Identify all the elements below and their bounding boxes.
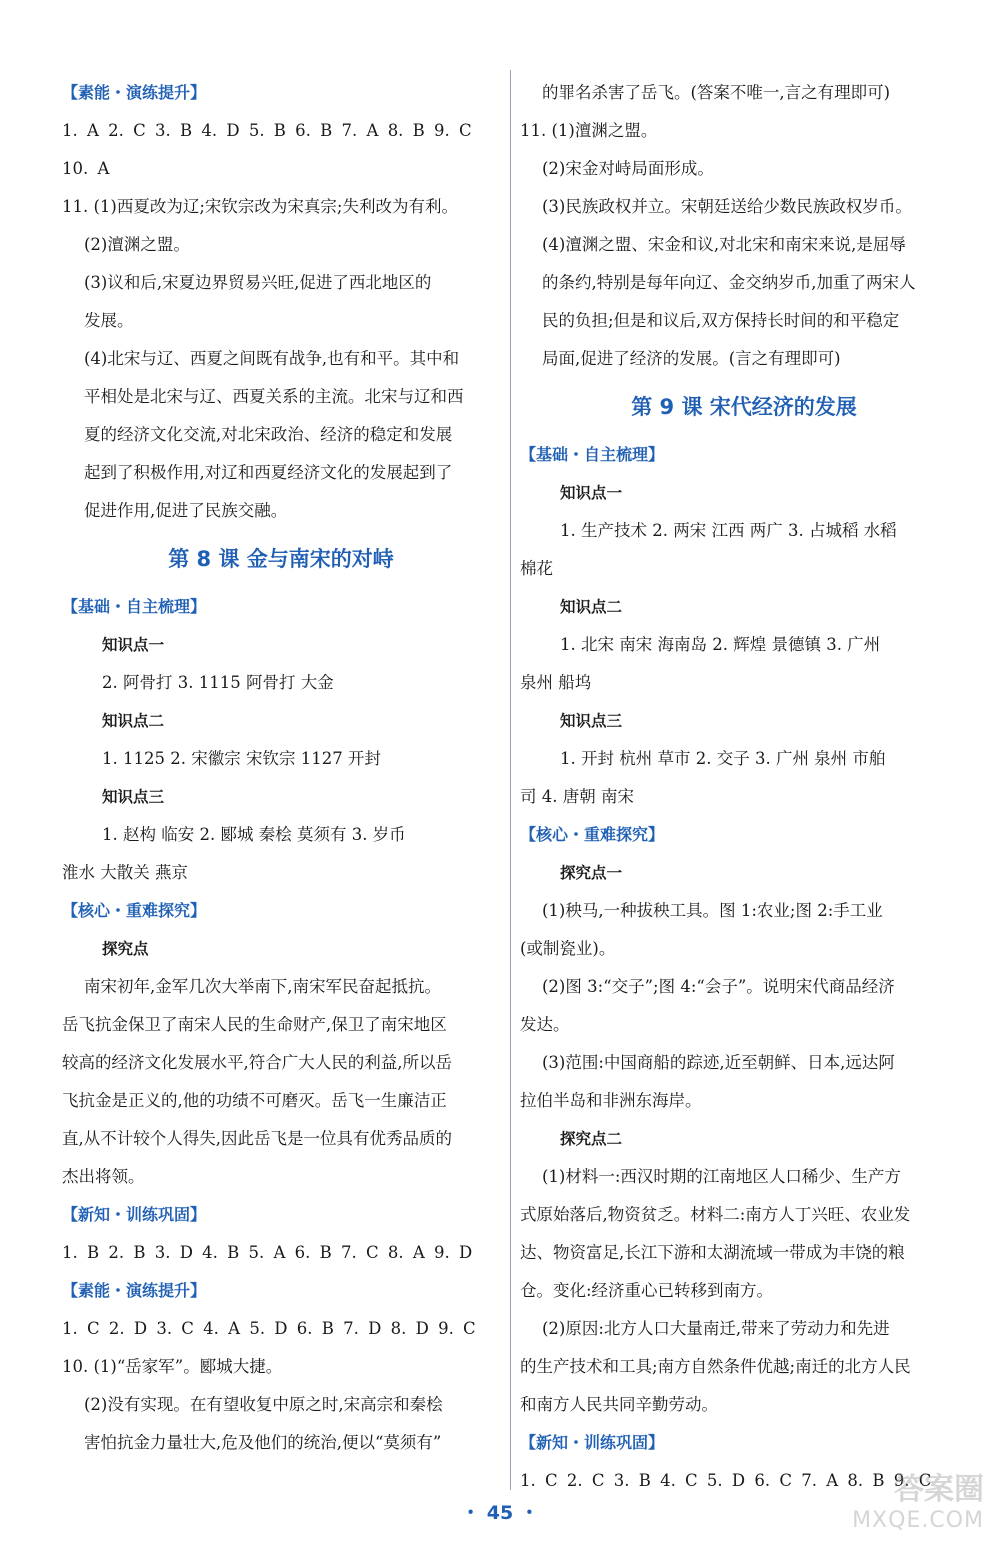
text-line: 杰出将领。 — [62, 1167, 145, 1186]
section-heading: 【基础・自主梳理】 — [62, 597, 207, 616]
knowledge-point-label: 知识点一 — [560, 484, 623, 502]
text-line: 11. (1)西夏改为辽;宋钦宗改为宋真宗;失利改为有利。 — [62, 197, 458, 216]
text-line: 1. 1125 2. 宋徽宗 宋钦宗 1127 开封 — [102, 749, 381, 768]
text-line: 司 4. 唐朝 南宋 — [520, 787, 634, 806]
text-line: 达、物资富足,长江下游和太湖流域一带成为丰饶的粮 — [520, 1243, 905, 1262]
text-line: 11. (1)澶渊之盟。 — [520, 121, 658, 140]
knowledge-point-label: 知识点三 — [102, 788, 165, 806]
text-line: 淮水 大散关 燕京 — [62, 863, 188, 882]
text-line: 平相处是北宋与辽、西夏关系的主流。北宋与辽和西 — [84, 387, 464, 406]
lesson-title: 第 9 课 宋代经济的发展 — [631, 395, 857, 419]
text-line: (3)议和后,宋夏边界贸易兴旺,促进了西北地区的 — [84, 273, 432, 292]
lesson-title: 第 8 课 金与南宋的对峙 — [168, 547, 394, 571]
section-heading: 【素能・演练提升】 — [62, 1281, 207, 1300]
text-line: 发达。 — [520, 1015, 570, 1034]
answer-line: 10. A — [62, 159, 110, 178]
watermark-bottom: MXQE.COM — [852, 1508, 984, 1533]
text-line: (1)材料一:西汉时期的江南地区人口稀少、生产方 — [542, 1167, 901, 1186]
left-column — [62, 74, 500, 1462]
text-line: 夏的经济文化交流,对北宋政治、经济的稳定和发展 — [84, 425, 453, 444]
right-column — [520, 74, 968, 1500]
section-heading: 【核心・重难探究】 — [62, 901, 207, 920]
text-line: 式原始落后,物资贫乏。材料二:南方人丁兴旺、农业发 — [520, 1205, 911, 1224]
text-line: 1. 开封 杭州 草市 2. 交子 3. 广州 泉州 市舶 — [560, 749, 886, 768]
text-line: 民的负担;但是和议后,双方保持长时间的和平稳定 — [542, 311, 900, 330]
text-line: 的条约,特别是每年向辽、金交纳岁币,加重了两宋人 — [542, 273, 916, 292]
text-line: 飞抗金是正义的,他的功绩不可磨灭。岳飞一生廉洁正 — [62, 1091, 447, 1110]
text-line: (3)民族政权并立。宋朝廷送给少数民族政权岁币。 — [542, 197, 912, 216]
text-line: 10. (1)“岳家军”。郾城大捷。 — [62, 1357, 283, 1376]
section-heading: 【素能・演练提升】 — [62, 83, 207, 102]
text-line: (1)秧马,一种拔秧工具。图 1:农业;图 2:手工业 — [542, 901, 883, 920]
text-line: (2)澶渊之盟。 — [84, 235, 190, 254]
text-line: (2)原因:北方人口大量南迁,带来了劳动力和先进 — [542, 1319, 890, 1338]
text-line: (4)澶渊之盟、宋金和议,对北宋和南宋来说,是屈辱 — [542, 235, 906, 254]
knowledge-point-label: 探究点二 — [560, 1130, 623, 1148]
answer-line: 1. C 2. D 3. C 4. A 5. D 6. B 7. D 8. D 9. C — [62, 1319, 476, 1338]
watermark-top: 答案圈 — [894, 1472, 984, 1507]
text-line: (2)宋金对峙局面形成。 — [542, 159, 714, 178]
text-line: 1. 北宋 南宋 海南岛 2. 辉煌 景德镇 3. 广州 — [560, 635, 881, 654]
text-line: 南宋初年,金军几次大举南下,南宋军民奋起抵抗。 — [84, 977, 441, 996]
answer-line: 1. B 2. B 3. D 4. B 5. A 6. B 7. C 8. A 9. D — [62, 1243, 473, 1262]
text-line: 拉伯半岛和非洲东海岸。 — [520, 1091, 702, 1110]
text-line: 1. 生产技术 2. 两宋 江西 两广 3. 占城稻 水稻 — [560, 521, 897, 540]
knowledge-point-label: 探究点一 — [560, 864, 623, 882]
text-line: 直,从不计较个人得失,因此岳飞是一位具有优秀品质的 — [62, 1129, 452, 1148]
text-line: 的生产技术和工具;南方自然条件优越;南迁的北方人民 — [520, 1357, 911, 1376]
text-line: 较高的经济文化发展水平,符合广大人民的利益,所以岳 — [62, 1053, 452, 1072]
column-divider — [510, 70, 511, 1490]
text-line: 的罪名杀害了岳飞。(答案不唯一,言之有理即可) — [542, 83, 891, 102]
text-line: 泉州 船坞 — [520, 673, 592, 692]
knowledge-point-label: 探究点 — [102, 940, 149, 958]
text-line: (2)图 3:“交子”;图 4:“会子”。说明宋代商品经济 — [542, 977, 895, 996]
knowledge-point-label: 知识点一 — [102, 636, 165, 654]
page-number: ・ 45 ・ — [461, 1502, 539, 1524]
knowledge-point-label: 知识点二 — [102, 712, 165, 730]
text-line: 促进作用,促进了民族交融。 — [84, 501, 288, 520]
knowledge-point-label: 知识点二 — [560, 598, 623, 616]
section-heading: 【基础・自主梳理】 — [520, 445, 665, 464]
answer-line: 1. C 2. C 3. B 4. C 5. D 6. C 7. A 8. B 9. C — [520, 1471, 932, 1490]
text-line: 和南方人民共同辛勤劳动。 — [520, 1395, 718, 1414]
section-heading: 【核心・重难探究】 — [520, 825, 665, 844]
text-line: 岳飞抗金保卫了南宋人民的生命财产,保卫了南宋地区 — [62, 1015, 447, 1034]
section-heading: 【新知・训练巩固】 — [520, 1433, 665, 1452]
text-line: 起到了积极作用,对辽和西夏经济文化的发展起到了 — [84, 463, 453, 482]
section-heading: 【新知・训练巩固】 — [62, 1205, 207, 1224]
text-line: (3)范围:中国商船的踪迹,近至朝鲜、日本,远达阿 — [542, 1053, 895, 1072]
text-line: 害怕抗金力量壮大,危及他们的统治,便以“莫须有” — [84, 1433, 442, 1452]
text-line: (2)没有实现。在有望收复中原之时,宋高宗和秦桧 — [84, 1395, 443, 1414]
watermark-logo — [814, 1464, 984, 1534]
text-line: 局面,促进了经济的发展。(言之有理即可) — [542, 349, 841, 368]
text-line: 2. 阿骨打 3. 1115 阿骨打 大金 — [102, 673, 334, 692]
answer-line: 1. A 2. C 3. B 4. D 5. B 6. B 7. A 8. B 9. C — [62, 121, 472, 140]
text-line: (或制瓷业)。 — [520, 939, 616, 958]
knowledge-point-label: 知识点三 — [560, 712, 623, 730]
text-line: 仓。变化:经济重心已转移到南方。 — [520, 1281, 774, 1300]
text-line: 发展。 — [84, 311, 134, 330]
text-line: 1. 赵构 临安 2. 郾城 秦桧 莫须有 3. 岁币 — [102, 825, 406, 844]
text-line: (4)北宋与辽、西夏之间既有战争,也有和平。其中和 — [84, 349, 460, 368]
text-line: 棉花 — [520, 559, 553, 578]
